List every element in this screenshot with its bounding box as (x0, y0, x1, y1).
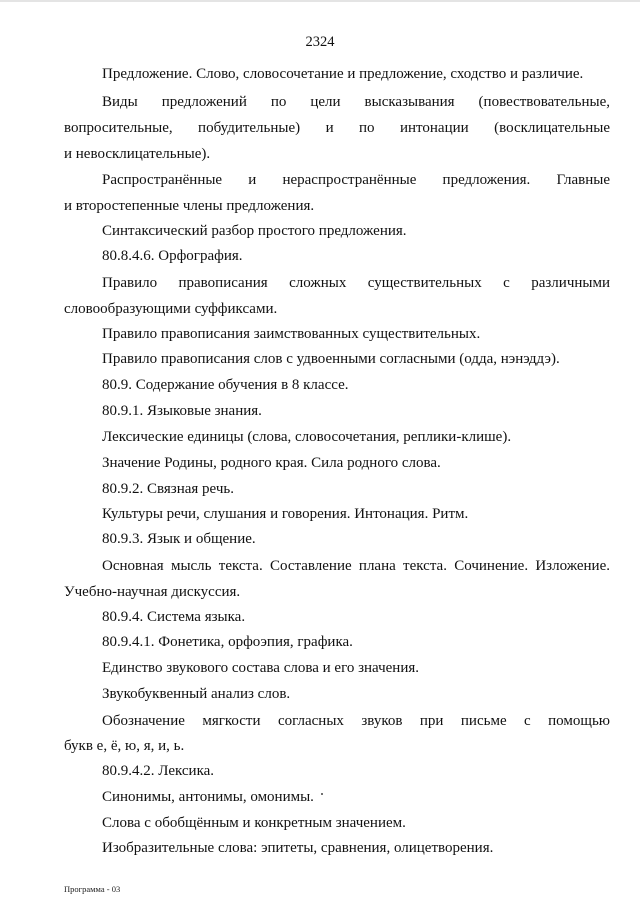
text-line: Изобразительные слова: эпитеты, сравнения, олицетворения. (102, 840, 494, 856)
text-line: Лексические единицы (слова, словосочетания, реплики-клише). (102, 429, 512, 445)
section-heading: 80.9.4. Система языка. (102, 609, 246, 625)
section-heading: 80.9.1. Языковые знания. (102, 403, 262, 419)
text-line: Звукобуквенный анализ слов. (102, 686, 291, 702)
scan-speck (321, 793, 323, 795)
page-footer: Программа - 03 (64, 884, 121, 894)
text-line: Единство звукового состава слова и его значения. (102, 660, 420, 676)
section-heading: 80.9. Содержание обучения в 8 классе. (102, 377, 349, 393)
text-line: Синонимы, антонимы, омонимы. (102, 789, 314, 805)
text-line: Культуры речи, слушания и говорения. Интонация. Ритм. (102, 506, 469, 522)
text-line: букв е, ё, ю, я, и, ь. (64, 738, 185, 754)
text-line: Правило правописания заимствованных существительных. (102, 326, 481, 342)
section-heading: 80.9.4.1. Фонетика, орфоэпия, графика. (102, 634, 353, 650)
text-line: Правило правописания сложных существительных с различными (102, 275, 610, 291)
section-heading: 80.8.4.6. Орфография. (102, 248, 243, 264)
text-line: и невосклицательные). (64, 146, 211, 162)
page-number: 2324 (305, 34, 335, 50)
section-heading: 80.9.3. Язык и общение. (102, 531, 256, 547)
text-line: словообразующими суффиксами. (64, 301, 278, 317)
text-line: вопросительные, побудительные) и по интонации (восклицательные (64, 120, 610, 136)
text-line: Слова с обобщённым и конкретным значением. (102, 815, 406, 831)
text-line: Правило правописания слов с удвоенными согласными (одда, нэнэддэ). (102, 351, 560, 367)
text-line: и второстепенные члены предложения. (64, 198, 315, 214)
page-top-edge (0, 0, 640, 2)
text-line: Предложение. Слово, словосочетание и предложение, сходство и различие. (102, 66, 584, 82)
text-line: Виды предложений по цели высказывания (повествовательные, (102, 94, 610, 110)
text-line: Учебно-научная дискуссия. (64, 584, 241, 600)
section-heading: 80.9.2. Связная речь. (102, 481, 234, 497)
text-line: Основная мысль текста. Составление плана текста. Сочинение. Изложение. (102, 558, 610, 574)
text-line: Синтаксический разбор простого предложения. (102, 223, 407, 239)
section-heading: 80.9.4.2. Лексика. (102, 763, 215, 779)
text-line: Значение Родины, родного края. Сила родного слова. (102, 455, 441, 471)
text-line: Распространённые и нераспространённые предложения. Главные (102, 172, 610, 188)
text-line: Обозначение мягкости согласных звуков при письме с помощью (102, 713, 610, 729)
